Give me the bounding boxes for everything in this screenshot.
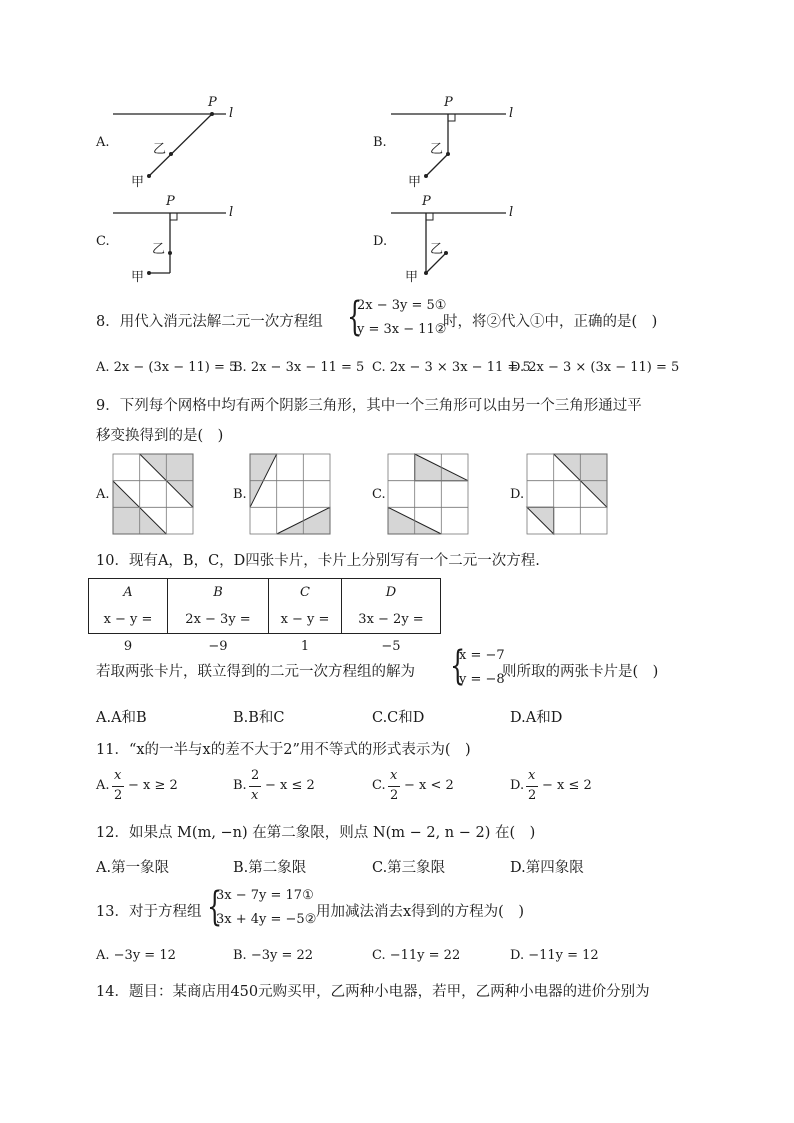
q8-option-b[interactable]: B. 2x − 3x − 11 = 5 [233, 360, 365, 375]
q10-option-a[interactable]: A.A和B [96, 710, 147, 726]
q11-option-a-letter: A. [96, 778, 110, 793]
q8-option-d[interactable]: D. 2x − 3 × (3x − 11) = 5 [510, 360, 680, 375]
q12-option-c[interactable]: C.第三象限 [372, 860, 446, 876]
q7-a-line-l: l [229, 106, 234, 121]
q11-option-b-rest: − x ≤ 2 [265, 778, 315, 793]
q11-option-b-letter: B. [233, 778, 247, 793]
q10-card-c-name: C [300, 585, 310, 600]
q9-grids [0, 0, 794, 560]
q7-a-point-yi: 乙 [153, 142, 167, 157]
q8-stem-after: 时，将②代入①中，正确的是( ) [443, 314, 658, 330]
q10-follow-after: 则所取的两张卡片是( ) [502, 664, 659, 680]
q13-option-d[interactable]: D. −11y = 12 [510, 948, 599, 963]
q8-option-c[interactable]: C. 2x − 3 × 3x − 11 = 5 [372, 360, 531, 375]
q12-option-d[interactable]: D.第四象限 [510, 860, 584, 876]
q7-d-point-jia: 甲 [405, 270, 419, 285]
q11-option-b-fraction-bar [249, 786, 261, 787]
q11-option-b-num: 2 [251, 768, 260, 783]
q7-b-point-p: P [444, 95, 453, 110]
q9-grid-a[interactable] [113, 454, 193, 534]
q8-eq2: y = 3x − 11② [357, 322, 447, 337]
q13-eq2: 3x + 4y = −5② [216, 912, 317, 927]
q10-option-c[interactable]: C.C和D [372, 710, 425, 726]
q13-option-c[interactable]: C. −11y = 22 [372, 948, 461, 963]
q7-b-line-l: l [509, 106, 514, 121]
q7-d-line-l: l [509, 205, 514, 220]
q10-card-a-name: A [123, 585, 133, 600]
q9-option-d-letter[interactable]: D. [510, 487, 525, 502]
q7-a-point-jia: 甲 [131, 175, 145, 190]
q9-grid-c[interactable] [388, 454, 468, 534]
q11-option-d-fraction-bar [526, 786, 538, 787]
q13-stem-after: 用加减法消去x得到的方程为( ) [316, 904, 524, 920]
q10-brace: { [450, 643, 466, 689]
q11-option-a-num: x [114, 768, 122, 783]
q7-b-point-yi: 乙 [430, 142, 444, 157]
q9-option-a-letter[interactable]: A. [96, 487, 110, 502]
q10-option-d[interactable]: D.A和D [510, 710, 563, 726]
q7-c-point-yi: 乙 [152, 242, 166, 257]
q11-option-d-letter: D. [510, 778, 525, 793]
q11-option-b-den: x [251, 788, 259, 803]
q11-option-a-fraction-bar [112, 786, 124, 787]
q10-cards-table [88, 578, 441, 654]
q11-option-a-rest: − x ≥ 2 [128, 778, 178, 793]
q9-option-c-letter[interactable]: C. [372, 487, 386, 502]
q8-brace: { [347, 294, 363, 340]
q10-card-d-name: D [385, 585, 397, 600]
q10-follow-before: 若取两张卡片，联立得到的二元一次方程组的解为 [96, 664, 415, 680]
q10-card-c[interactable] [269, 579, 342, 654]
q11-option-c-num: x [390, 768, 398, 783]
q7-c-line-l: l [229, 205, 234, 220]
q13-stem-before: 13．对于方程组 [96, 904, 202, 920]
q8-stem-before: 8．用代入消元法解二元一次方程组 [96, 314, 323, 330]
q11-option-d-rest: − x ≤ 2 [542, 778, 592, 793]
q7-d-point-yi: 乙 [430, 242, 444, 257]
q7-a-point-p: P [208, 95, 217, 110]
q9-stem-line1: 9．下列每个网格中均有两个阴影三角形，其中一个三角形可以由另一个三角形通过平 [96, 398, 642, 414]
q11-option-c-rest: − x < 2 [404, 778, 454, 793]
q11-option-d-num: x [528, 768, 536, 783]
q10-card-a-eq: x − y = 9 [103, 612, 153, 654]
q10-card-c-eq: x − y = 1 [280, 612, 330, 654]
q9-grid-d[interactable] [527, 454, 607, 534]
q10-option-b[interactable]: B.B和C [233, 710, 285, 726]
q11-stem: 11．“x的一半与x的差不大于2”用不等式的形式表示为( ) [96, 742, 471, 758]
q10-card-d-eq: 3x − 2y = −5 [358, 612, 424, 654]
q10-card-a[interactable] [89, 579, 168, 654]
q11-option-d-den: 2 [528, 788, 537, 803]
q10-solution-y: y = −8 [459, 672, 505, 687]
q10-card-b[interactable] [168, 579, 269, 654]
q7-b-point-jia: 甲 [408, 175, 422, 190]
q12-stem: 12．如果点 M(m, −n) 在第二象限，则点 N(m − 2, n − 2) 在( ) [96, 825, 536, 841]
q12-option-a[interactable]: A.第一象限 [96, 860, 170, 876]
q9-grid-b[interactable] [250, 454, 330, 534]
q7-option-c-letter[interactable]: C. [96, 234, 110, 249]
q10-card-d[interactable] [342, 579, 441, 654]
q10-stem: 10．现有A，B，C，D四张卡片，卡片上分别写有一个二元一次方程. [96, 553, 540, 569]
q8-eq1: 2x − 3y = 5① [357, 298, 447, 313]
q7-option-b-letter[interactable]: B. [373, 135, 387, 150]
q11-option-c-den: 2 [390, 788, 399, 803]
q13-eq1: 3x − 7y = 17① [216, 888, 314, 903]
q13-brace: { [207, 884, 223, 930]
q10-card-b-eq: 2x − 3y = −9 [185, 612, 251, 654]
q10-card-b-name: B [213, 585, 223, 600]
q7-c-point-p: P [166, 194, 175, 209]
q13-option-a[interactable]: A. −3y = 12 [96, 948, 176, 963]
q7-c-point-jia: 甲 [131, 270, 145, 285]
q10-solution-x: x = −7 [459, 648, 505, 663]
q7-option-d-letter[interactable]: D. [373, 234, 388, 249]
q7-d-point-p: P [422, 194, 431, 209]
q11-option-c-letter: C. [372, 778, 386, 793]
q11-option-a-den: 2 [114, 788, 123, 803]
q11-option-c-fraction-bar [388, 786, 400, 787]
q13-option-b[interactable]: B. −3y = 22 [233, 948, 314, 963]
q12-option-b[interactable]: B.第二象限 [233, 860, 307, 876]
q7-option-a-letter[interactable]: A. [96, 135, 110, 150]
q9-option-b-letter[interactable]: B. [233, 487, 247, 502]
q8-option-a[interactable]: A. 2x − (3x − 11) = 5 [96, 360, 238, 375]
q14-stem: 14．题目：某商店用450元购买甲，乙两种小电器，若甲，乙两种小电器的进价分别为 [96, 984, 650, 1000]
q9-stem-line2: 移变换得到的是( ) [96, 428, 224, 444]
